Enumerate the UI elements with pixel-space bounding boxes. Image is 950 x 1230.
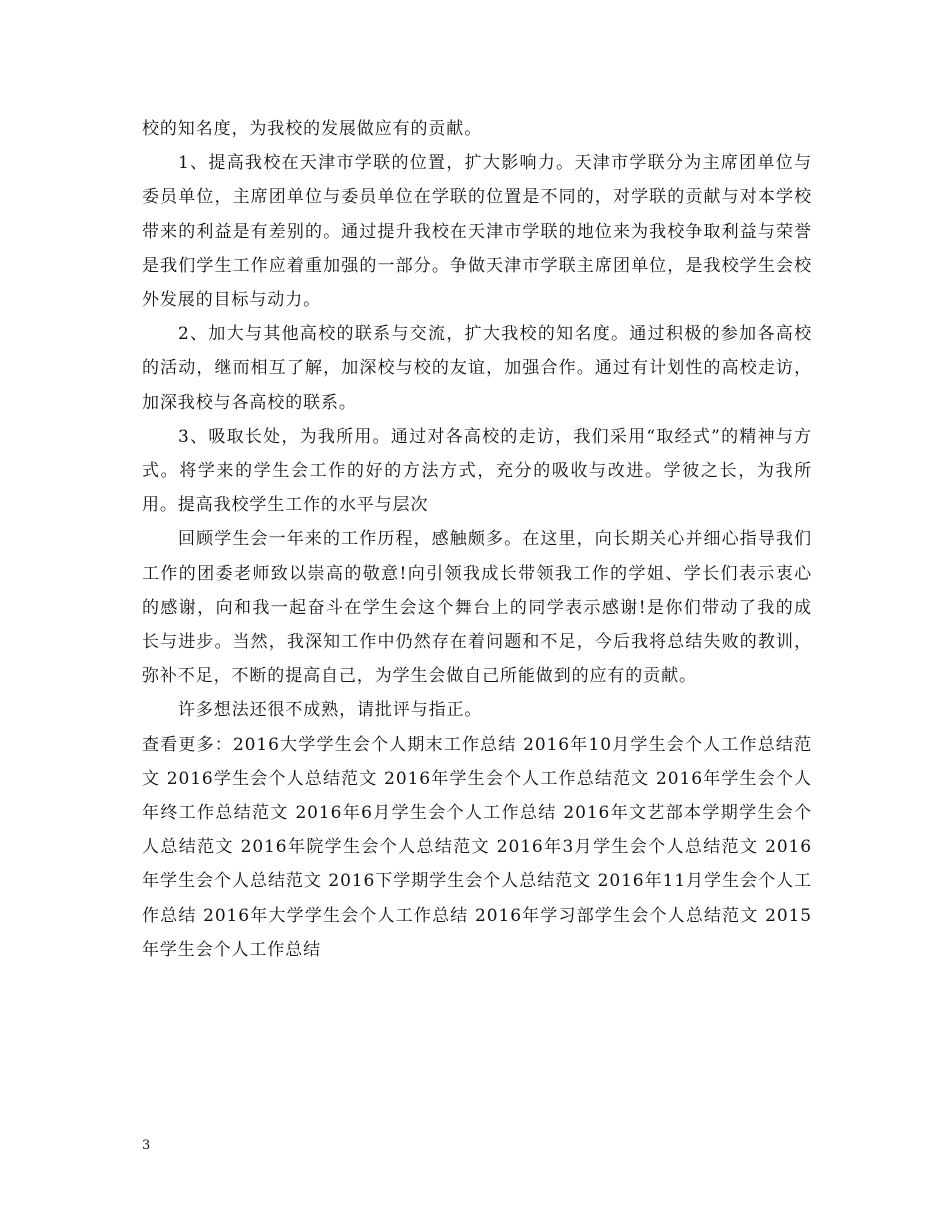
paragraph-2: 1、提高我校在天津市学联的位置，扩大影响力。天津市学联分为主席团单位与委员单位，主席团单位与委员单位在学联的位置是不同的，对学联的贡献与对本学校带来的利益是有差别的。通过提升我校在天津市学联的地位来为我校争取利益与荣誉是我们学生工作应着重加强的一部分。争做天津市学联主席团单位，是我校学生会校外发展的目标与动力。: [142, 153, 812, 311]
paragraph-3: 2、加大与其他高校的联系与交流，扩大我校的知名度。通过积极的参加各高校的活动，继而相互了解，加深校与校的友谊，加强合作。通过有计划性的高校走访，加深我校与各高校的联系。: [142, 324, 812, 413]
page-number: 3: [142, 1138, 151, 1153]
paragraph-1: 校的知名度，为我校的发展做应有的贡献。: [142, 119, 483, 139]
see-more-paragraph: 查看更多：2016大学学生会个人期末工作总结 2016年10月学生会个人工作总结范文 2016学生会个人总结范文 2016年学生会个人工作总结范文 2016年学生会个人年终工作总结范文 2016年6月学生会个人工作总结 2016年文艺部本学期学生会个人总结范文 2016年院学生会个人总结范文 2016年3月学生会个人总结范文 2016年学生会个人总结范文 2016下学期学生会个人总结范文 2016年11月学生会个人工作总结 2016年大学学生会个人工作总结 2016年学习部学生会个人总结范文 2015年学生会个人工作总结: [142, 734, 812, 960]
paragraph-4: 3、吸取长处，为我所用。通过对各高校的走访，我们采用“取经式”的精神与方式。将学来的学生会工作的好的方法方式，充分的吸收与改进。学彼之长，为我所用。提高我校学生工作的水平与层次: [142, 426, 812, 516]
paragraph-5: 回顾学生会一年来的工作历程，感触颇多。在这里，向长期关心并细心指导我们工作的团委老师致以崇高的敬意!向引领我成长带领我工作的学姐、学长们表示衷心的感谢，向和我一起奋斗在学生会这个舞台上的同学表示感谢!是你们带动了我的成长与进步。当然，我深知工作中仍然存在着问题和不足，今后我将总结失败的教训，弥补不足，不断的提高自己，为学生会做自己所能做到的应有的贡献。: [142, 529, 812, 687]
document-body: [142, 112, 812, 967]
paragraph-6: 许多想法还很不成熟，请批评与指正。: [178, 700, 483, 721]
